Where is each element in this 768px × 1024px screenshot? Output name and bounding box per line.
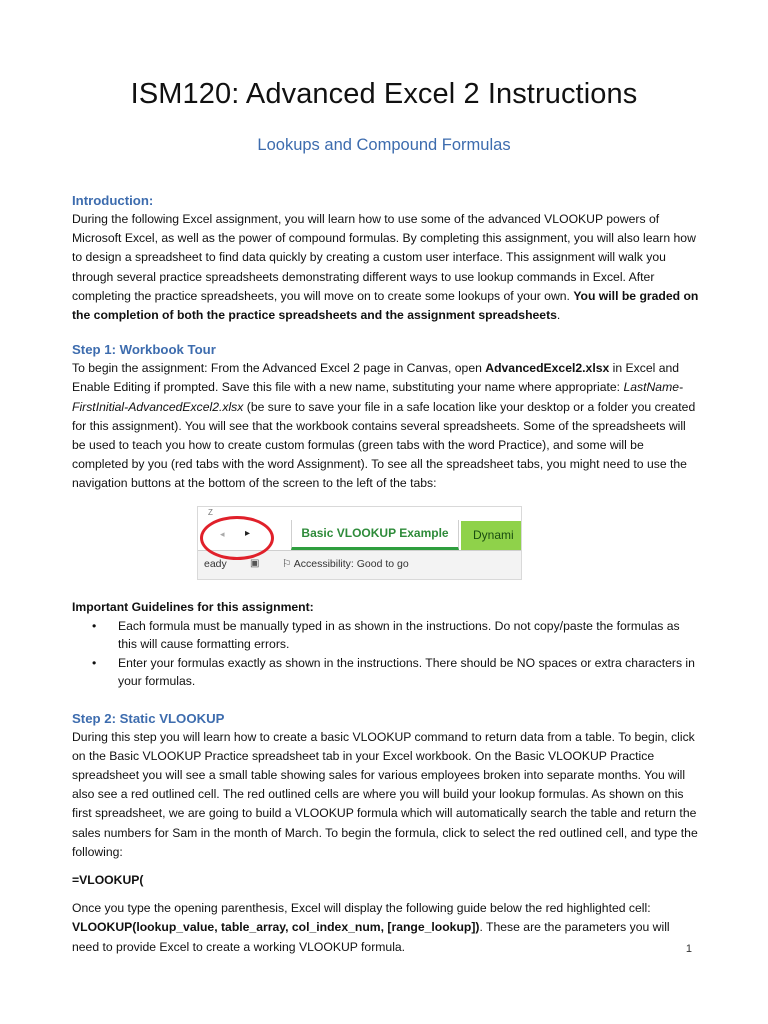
step1-text-2: in Excel and Enable Editing if prompted. Save this file with a new name, substituting your name where appropriate:	[72, 361, 680, 395]
guideline-text: Each formula must be manually typed in as shown in the instructions. Do not copy/paste the formulas as this will cause formatting errors.	[118, 618, 680, 652]
accessibility-status[interactable]: ⚐ Accessibility: Good to go	[282, 557, 409, 570]
introduction-text: During the following Excel assignment, you will learn how to use some of the advanced VLOOKUP powers of Microsoft Excel, as well as the power of compound formulas. By completing this assignment, you will also learn how to design a spreadsheet to find data quickly by creating a custom user interface. This assignment will walk you through several practice spreadsheets demonstrating different ways to use lookup commands in Excel. After completing the practice spreadsheets, you will move on to create some lookups of your own.	[72, 212, 696, 303]
step1-text-3: (be sure to save your file in a safe location like your desktop or a folder you created for this assignment). You will see that the workbook contains several spreadsheets. Some of the spreadsheets will be used to teach you how to create custom formulas (green tabs with the word Practice), and some will be completed by you (red tabs with the word Assignment). To see all the spreadsheet tabs, you might need to use the navigation buttons at the bottom of the screen to the left of the tabs:	[72, 399, 696, 491]
step2-guide-paragraph	[72, 899, 700, 957]
status-ready: eady	[204, 557, 227, 570]
guideline-text: Enter your formulas exactly as shown in the instructions. There should be NO spaces or extra characters in your formulas.	[118, 655, 695, 689]
step1-text-1: To begin the assignment: From the Advanced Excel 2 page in Canvas, open	[72, 361, 486, 376]
guidelines-list	[72, 617, 700, 691]
step1-filename: AdvancedExcel2.xlsx	[485, 361, 610, 376]
step1-new-filename: LastName-FirstInitial-AdvancedExcel2.xlsx	[72, 380, 684, 414]
step2-guide-text-2: . These are the parameters you will need to provide Excel to create a working VLOOKUP formula.	[72, 920, 670, 954]
excel-tab-screenshot	[197, 506, 522, 580]
introduction-end: .	[556, 308, 561, 323]
bullet-icon: •	[92, 655, 97, 670]
document-subtitle: Lookups and Compound Formulas	[257, 136, 511, 154]
chevron-left-icon[interactable]: ◂	[220, 528, 225, 539]
guidelines-heading: Important Guidelines for this assignment:	[72, 599, 314, 614]
red-highlight-circle	[200, 516, 274, 560]
page-number: 1	[685, 943, 692, 955]
sheet-tab-basic-vlookup-example[interactable]: Basic VLOOKUP Example	[291, 520, 459, 550]
step1-heading: Step 1: Workbook Tour	[72, 342, 216, 358]
document-body	[72, 191, 700, 957]
document-title: ISM120: Advanced Excel 2 Instructions	[130, 78, 638, 110]
list-item	[72, 617, 700, 654]
sheet-tab-dynamic[interactable]: Dynami	[461, 521, 522, 550]
step1-paragraph	[72, 359, 700, 493]
introduction-paragraph	[72, 210, 700, 325]
step2-heading: Step 2: Static VLOOKUP	[72, 710, 225, 726]
step2-paragraph: During this step you will learn how to create a basic VLOOKUP command to return data from a table. To begin, click on the Basic VLOOKUP Practice spreadsheet tab in your Excel workbook. On the Basic VLOOKUP Practice spreadsheet you will see a small table showing sales for various employees broken into separate months. You will also see a red outlined cell. The red outlined cells are where you will build your lookup formulas. As shown on this first spreadsheet, we are going to build a VLOOKUP formula which will automatically search the table and return the sales numbers for Sam in the month of March. To begin the formula, click to select the red outlined cell, and type the following:	[72, 729, 698, 859]
vlookup-syntax: VLOOKUP(lookup_value, table_array, col_index_num, [range_lookup])	[72, 920, 480, 935]
screenshot-corner-glyph: Z	[208, 507, 213, 517]
introduction-bold-text: You will be graded on the completion of both the practice spreadsheets and the assignment spreadsheets	[72, 288, 699, 323]
chevron-right-icon[interactable]: ▸	[245, 527, 251, 539]
step2-guide-text-1: Once you type the opening parenthesis, Excel will display the following guide below the red highlighted cell:	[72, 901, 651, 916]
macro-record-icon[interactable]: ▣	[250, 557, 260, 569]
introduction-heading: Introduction:	[72, 193, 154, 208]
list-item	[72, 654, 700, 691]
vlookup-formula: =VLOOKUP(	[72, 873, 144, 888]
bullet-icon: •	[92, 618, 97, 633]
